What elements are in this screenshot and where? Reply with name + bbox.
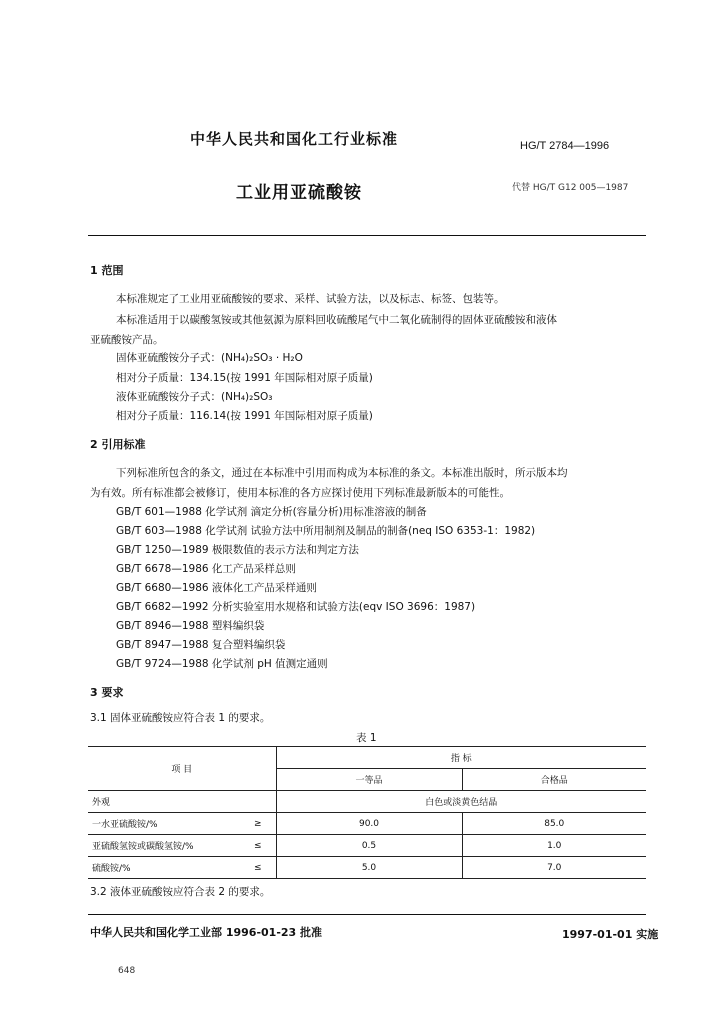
standard-number: HG/T 2784—1996 bbox=[520, 140, 610, 152]
header-item: 项 目 bbox=[88, 747, 276, 791]
document-title: 工业用亚硫酸铵 bbox=[236, 183, 362, 203]
reference-item: GB/T 601—1988 化学试剂 滴定分析(容量分析)用标准溶液的制备 bbox=[116, 506, 427, 518]
table-row bbox=[88, 813, 646, 835]
sec1-mass: 相对分子质量：134.15(按 1991 年国际相对原子质量) bbox=[116, 372, 373, 384]
approval-note: 中华人民共和国化学工业部 1996-01-23 批准 bbox=[90, 926, 323, 939]
row-name: 外观 bbox=[88, 791, 240, 813]
reference-item: GB/T 603—1988 化学试剂 试验方法中所用制剂及制品的制备(neq ISO 6353-1：1982) bbox=[116, 525, 536, 537]
sec1-formula: 液体亚硫酸铵分子式：(NH₄)₂SO₃ bbox=[116, 391, 273, 403]
header-qualified: 合格品 bbox=[462, 769, 646, 791]
row-name: 一水亚硫酸铵/% bbox=[88, 813, 240, 835]
row-symbol bbox=[240, 791, 276, 813]
row-value-first: 5.0 bbox=[276, 857, 462, 879]
sec1-formula: 固体亚硫酸铵分子式：(NH₄)₂SO₃ · H₂O bbox=[116, 352, 303, 364]
issuer-title: 中华人民共和国化工行业标准 bbox=[190, 130, 399, 148]
effective-date: 1997-01-01 实施 bbox=[562, 928, 659, 941]
header-rule bbox=[88, 235, 646, 236]
header-first-grade: 一等品 bbox=[276, 769, 462, 791]
row-value-merged: 白色或淡黄色结晶 bbox=[276, 791, 646, 813]
requirements-table bbox=[88, 746, 646, 879]
reference-item: GB/T 6680—1986 液体化工产品采样通则 bbox=[116, 582, 317, 594]
reference-item: GB/T 6682—1992 分析实验室用水规格和试验方法(eqv ISO 3696：1987) bbox=[116, 601, 476, 613]
page-number: 648 bbox=[118, 966, 136, 976]
row-symbol: ≤ bbox=[240, 857, 276, 879]
reference-item: GB/T 9724—1988 化学试剂 pH 值测定通则 bbox=[116, 658, 328, 670]
table-row bbox=[88, 857, 646, 879]
section-1-heading: 1 范围 bbox=[90, 264, 124, 277]
sec2-intro: 下列标准所包含的条文，通过在本标准中引用而构成为本标准的条文。本标准出版时，所示版本均 bbox=[116, 467, 568, 479]
sec1-line: 亚硫酸铵产品。 bbox=[90, 334, 164, 346]
row-name: 亚硫酸氢铵或碳酸氢铵/% bbox=[88, 835, 240, 857]
row-value-first: 0.5 bbox=[276, 835, 462, 857]
header-index: 指 标 bbox=[276, 747, 646, 769]
row-symbol: ≤ bbox=[240, 835, 276, 857]
sec2-intro: 为有效。所有标准都会被修订，使用本标准的各方应探讨使用下列标准最新版本的可能性。 bbox=[90, 487, 510, 499]
row-value-first: 90.0 bbox=[276, 813, 462, 835]
reference-item: GB/T 6678—1986 化工产品采样总则 bbox=[116, 563, 296, 575]
row-name: 硫酸铵/% bbox=[88, 857, 240, 879]
row-value-qualified: 1.0 bbox=[462, 835, 646, 857]
row-value-qualified: 85.0 bbox=[462, 813, 646, 835]
footer-rule bbox=[88, 914, 646, 915]
table-caption: 表 1 bbox=[356, 732, 377, 744]
table-row bbox=[88, 835, 646, 857]
sec1-line: 本标准规定了工业用亚硫酸铵的要求、采样、试验方法，以及标志、标签、包装等。 bbox=[116, 293, 505, 305]
row-symbol: ≥ bbox=[240, 813, 276, 835]
clause-3-1: 3.1 固体亚硫酸铵应符合表 1 的要求。 bbox=[90, 712, 271, 724]
reference-item: GB/T 8947—1988 复合塑料编织袋 bbox=[116, 639, 286, 651]
section-3-heading: 3 要求 bbox=[90, 686, 124, 699]
reference-item: GB/T 8946—1988 塑料编织袋 bbox=[116, 620, 265, 632]
section-2-heading: 2 引用标准 bbox=[90, 438, 146, 451]
row-value-qualified: 7.0 bbox=[462, 857, 646, 879]
table-row bbox=[88, 791, 646, 813]
clause-3-2: 3.2 液体亚硫酸铵应符合表 2 的要求。 bbox=[90, 886, 271, 898]
sec1-mass: 相对分子质量：116.14(按 1991 年国际相对原子质量) bbox=[116, 410, 373, 422]
replaces-note: 代替 HG/T G12 005—1987 bbox=[512, 183, 629, 193]
reference-item: GB/T 1250—1989 极限数值的表示方法和判定方法 bbox=[116, 544, 359, 556]
sec1-line: 本标准适用于以碳酸氢铵或其他氨源为原料回收硫酸尾气中二氧化硫制得的固体亚硫酸铵和液体 bbox=[116, 314, 557, 326]
